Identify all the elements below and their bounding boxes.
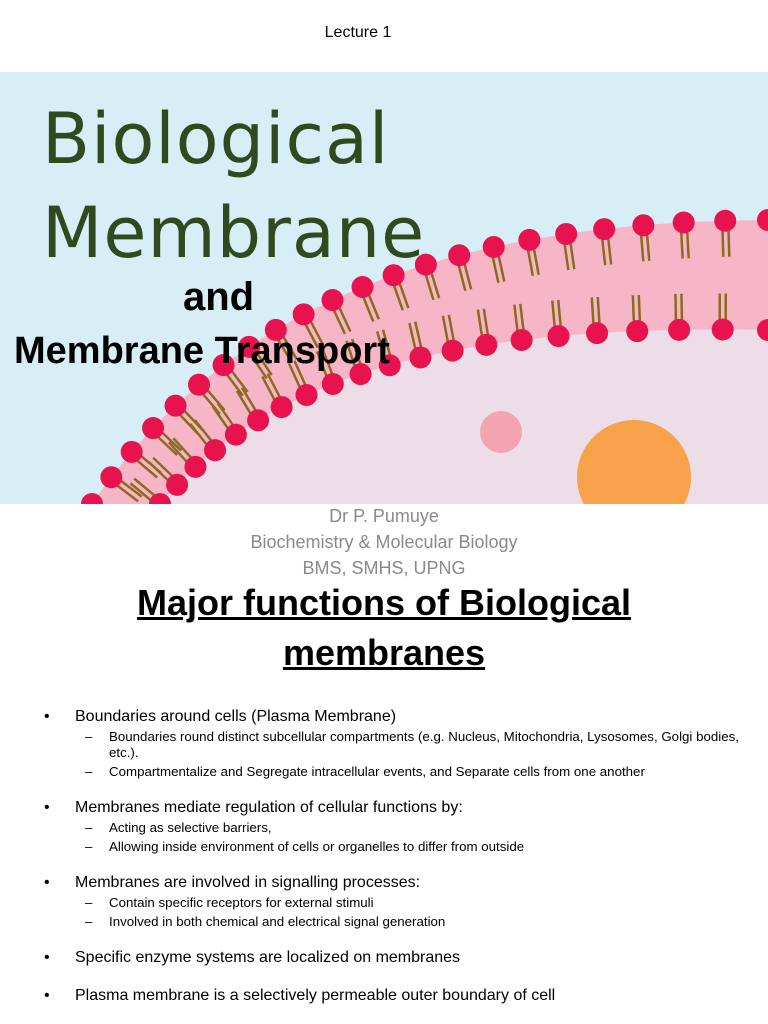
lipid-head [475,334,497,356]
lipid-head [483,236,505,258]
lipid-head [225,424,247,446]
sub-bullet-item: – Boundaries round distinct subcellular compartments (e.g. Nucleus, Mitochondria, Lysosomes, Golgi bodies, etc.). [75,729,744,761]
sub-bullet-item: – Acting as selective barriers, [75,820,744,836]
lipid-head [626,320,648,342]
lipid-head [668,319,690,341]
lipid-head [322,289,344,311]
title-line-membrane: Membrane [42,192,426,274]
sub-bullet-list [75,895,744,930]
pink-vesicle [480,411,522,453]
functions-list [44,706,744,1023]
title-and: and [183,275,255,319]
lipid-head [448,244,470,266]
lipid-head [247,409,269,431]
sub-bullet-item: – Allowing inside environment of cells or organelles to differ from outside [75,839,744,855]
author-department: Biochemistry & Molecular Biology [250,532,518,552]
sub-bullet-item: – Involved in both chemical and electrical signal generation [75,914,744,930]
lipid-head [632,214,654,236]
bullet-text: Membranes are involved in signalling processes: [75,874,421,891]
lipid-head [409,346,431,368]
bullet-item [44,947,744,968]
author-block [0,503,768,581]
sub-bullet-list [75,729,744,780]
title-banner [0,72,768,504]
lipid-head [518,229,540,251]
lipid-head [712,319,734,341]
lipid-head [142,417,164,439]
lipid-head [184,456,206,478]
lipid-head [165,395,187,417]
bullet-text: Plasma membrane is a selectively permeable outer boundary of cell [75,987,556,1004]
lipid-head [511,329,533,351]
lipid-head [296,384,318,406]
lipid-head [714,210,736,232]
heading-line-1: Major functions of Biological [137,582,631,623]
lipid-head [548,325,570,347]
title-biological-membrane [42,92,425,280]
sub-bullet-item: – Contain specific receptors for external stimuli [75,895,744,911]
lipid-head [322,373,344,395]
lipid-head [100,466,122,488]
bullet-text: Boundaries around cells (Plasma Membrane) [75,708,397,725]
lipid-head [593,218,615,240]
lipid-head [293,303,315,325]
sub-bullet-item: – Compartmentalize and Segregate intracellular events, and Separate cells from one another [75,764,744,780]
lipid-head [204,439,226,461]
lipid-head [271,396,293,418]
bullet-text: Specific enzyme systems are localized on membranes [75,949,461,966]
title-membrane-transport: Membrane Transport [14,330,390,372]
lipid-head [673,212,695,234]
author-name: Dr P. Pumuye [329,506,439,526]
bullet-item [44,872,744,930]
slide-heading [0,578,768,678]
bullet-item [44,797,744,855]
lipid-head [555,223,577,245]
lipid-head [121,441,143,463]
lipid-head [188,374,210,396]
bullet-text: Membranes mediate regulation of cellular functions by: [75,799,463,816]
author-institution: BMS, SMHS, UPNG [302,558,466,578]
sub-bullet-list [75,820,744,855]
lipid-head [442,340,464,362]
lipid-head [166,474,188,496]
lecture-label: Lecture 1 [324,24,392,41]
title-line-biological: Biological [42,98,390,180]
lipid-head [586,322,608,344]
bullet-item [44,985,744,1006]
bullet-item [44,706,744,780]
heading-line-2: membranes [282,632,486,673]
